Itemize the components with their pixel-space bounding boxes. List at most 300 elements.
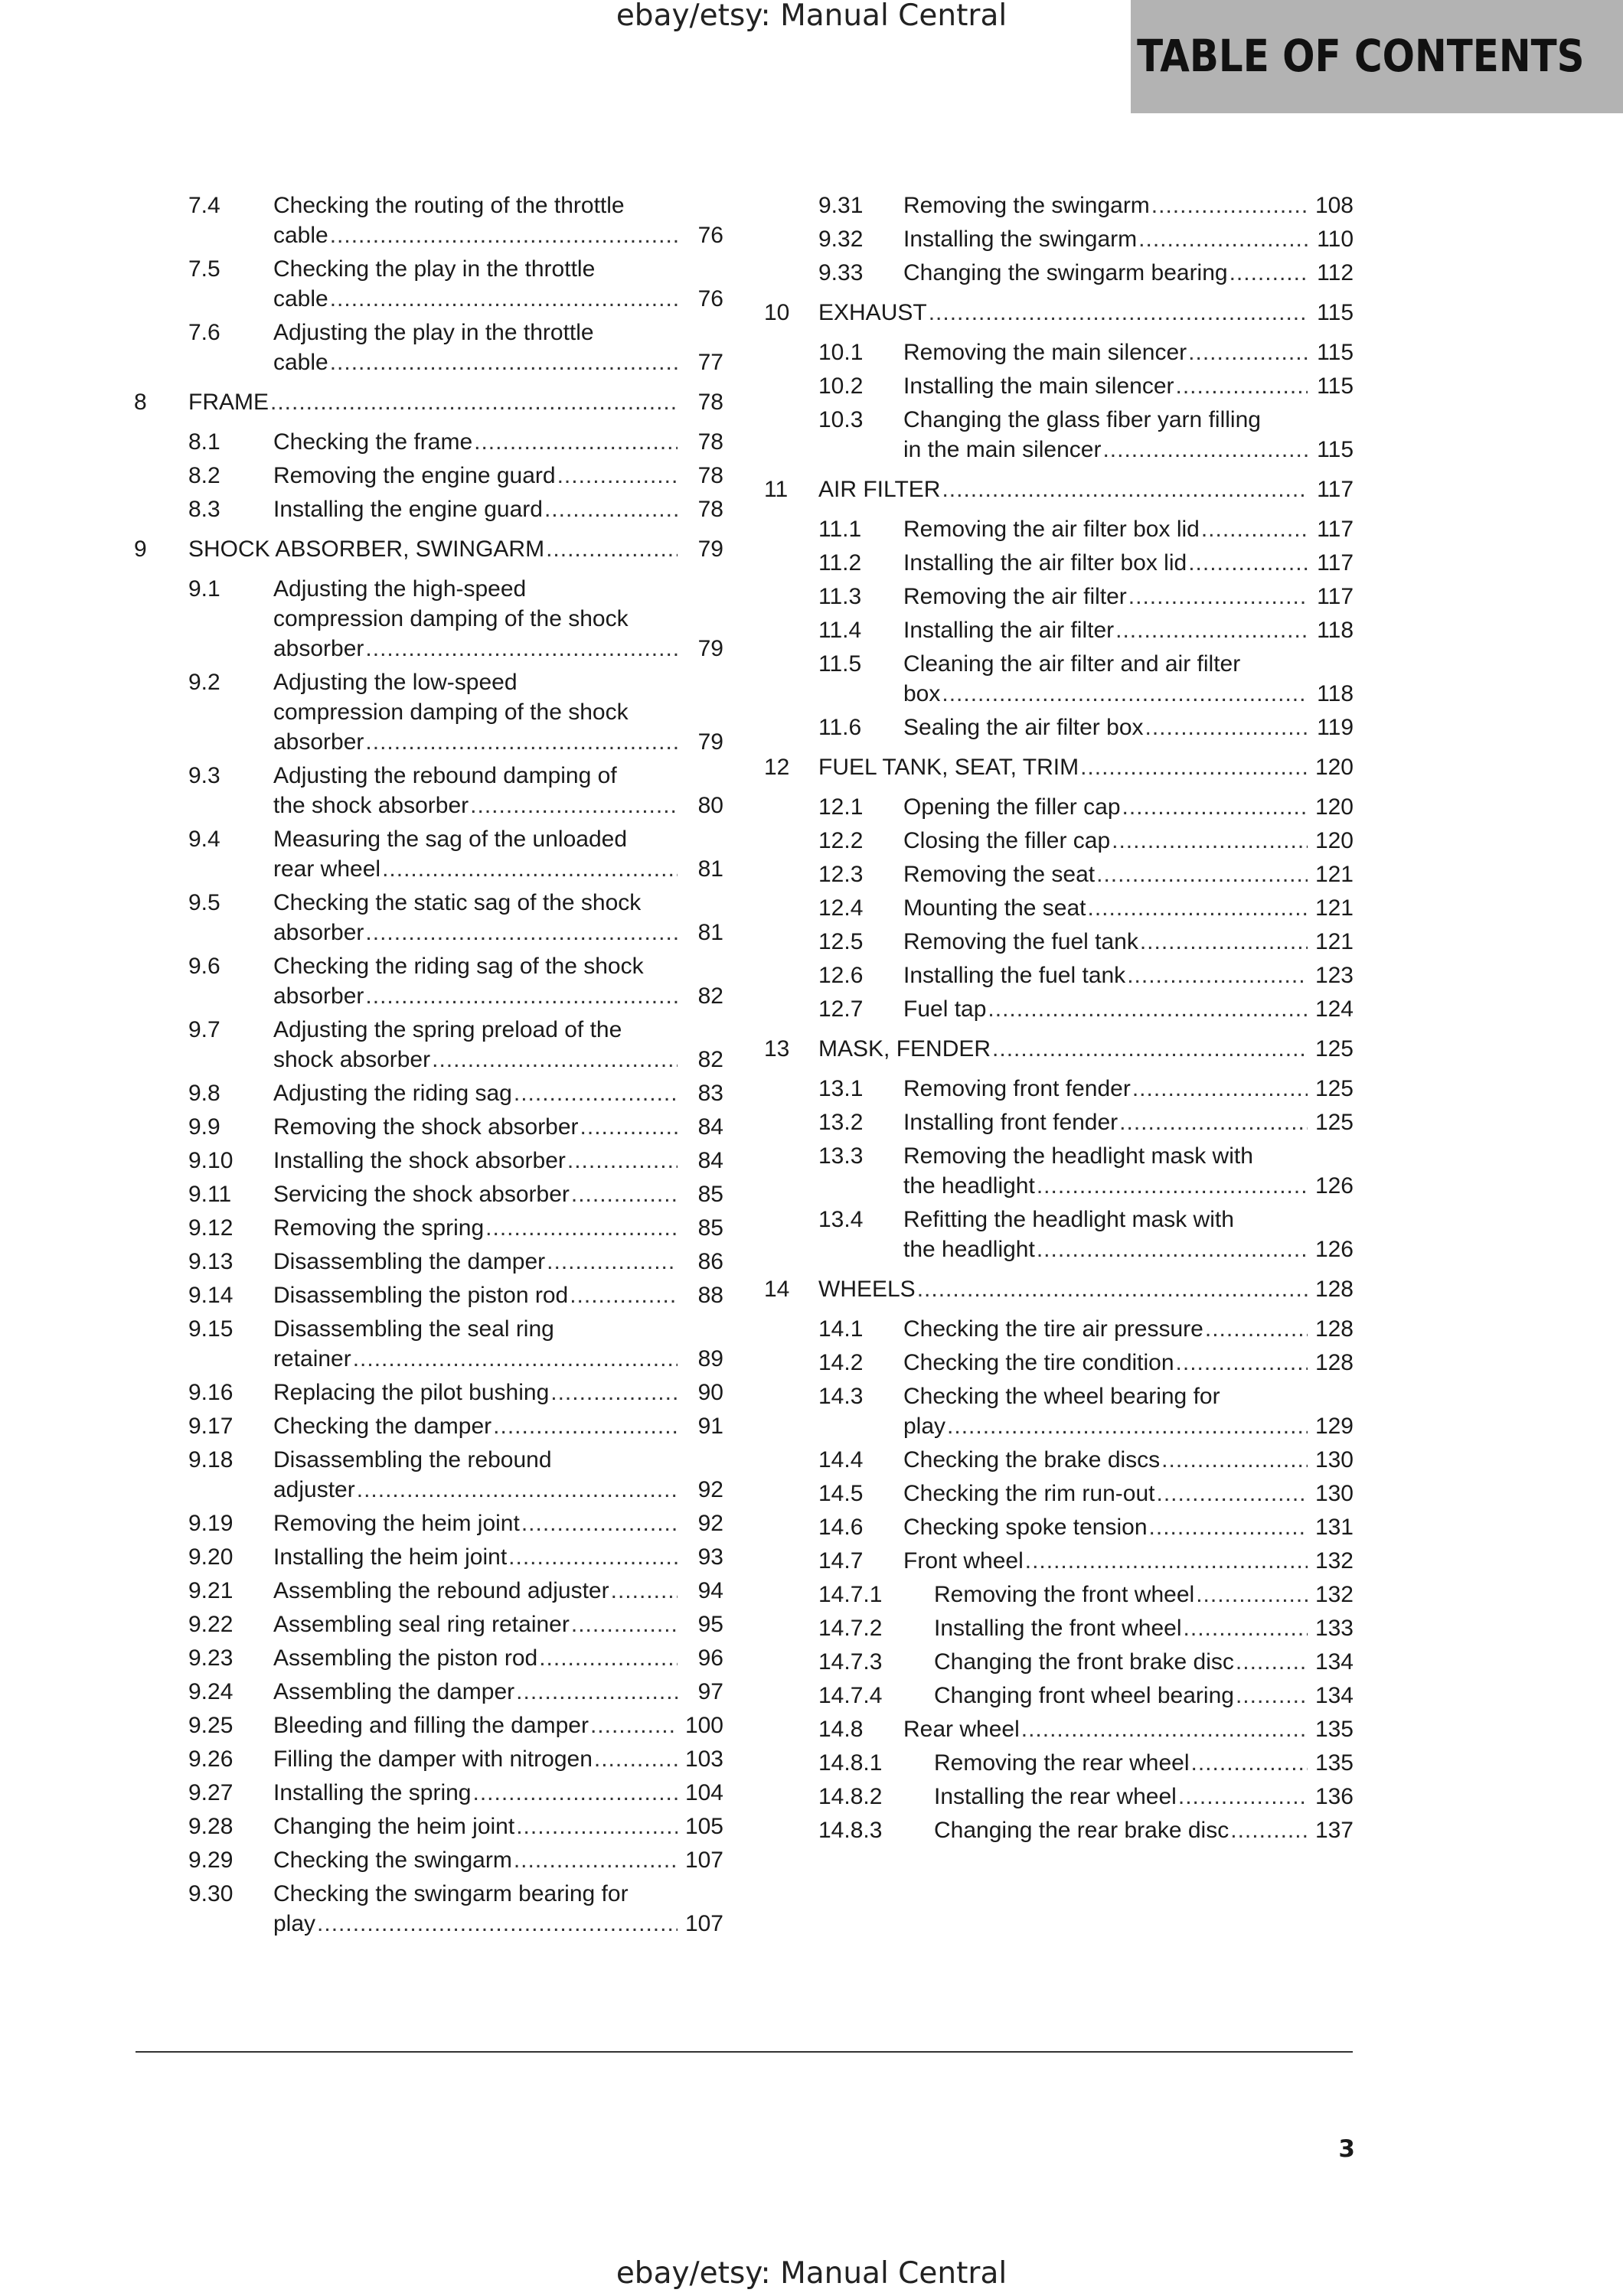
toc-entry[interactable] [188, 1609, 723, 1639]
toc-page-number[interactable]: 117 [1317, 550, 1354, 576]
toc-page-number[interactable]: 78 [697, 390, 723, 415]
toc-entry-body [903, 1512, 1354, 1542]
toc-entry[interactable] [818, 1580, 1354, 1609]
toc-entry[interactable] [188, 1179, 723, 1209]
toc-entry-title: Removing the seat [903, 862, 1096, 887]
toc-entry-body [934, 1647, 1354, 1677]
watermark-bottom: ebay/etsy: Manual Central [616, 2256, 1007, 2291]
dot-leader [1128, 582, 1308, 612]
toc-entry-number: 14.8.3 [818, 1818, 883, 1843]
toc-page-number[interactable]: 91 [697, 1414, 723, 1439]
toc-entry-title-line [903, 1234, 1354, 1264]
toc-page-number[interactable]: 92 [697, 1477, 723, 1502]
toc-page-number[interactable]: 134 [1314, 1649, 1354, 1675]
toc-entry[interactable] [818, 649, 1354, 709]
toc-page-number[interactable]: 120 [1314, 828, 1354, 853]
toc-entry[interactable] [188, 1576, 723, 1606]
toc-entry-body [934, 1748, 1354, 1778]
toc-entry-title: box [903, 681, 941, 706]
toc-page-number[interactable]: 105 [684, 1814, 723, 1839]
toc-page-number[interactable]: 136 [1314, 1784, 1354, 1809]
toc-entry[interactable] [818, 1074, 1354, 1104]
dot-leader [929, 298, 1308, 328]
toc-entry[interactable] [818, 1512, 1354, 1542]
toc-page-number[interactable]: 135 [1314, 1750, 1354, 1776]
toc-entry-body [273, 1213, 723, 1243]
toc-entry[interactable] [818, 405, 1354, 465]
toc-entry-title: Front wheel [903, 1548, 1024, 1574]
toc-entry-number: 9.23 [188, 1645, 233, 1671]
toc-entry-title-line [903, 994, 1354, 1024]
toc-entry-title: Checking the tire condition [903, 1350, 1174, 1375]
toc-entry[interactable] [188, 1411, 723, 1441]
toc-entry[interactable] [818, 1445, 1354, 1475]
toc-page-number[interactable]: 100 [684, 1713, 723, 1738]
toc-entry-title: Assembling seal ring retainer [273, 1612, 570, 1637]
toc-page-number[interactable]: 121 [1314, 862, 1354, 887]
toc-entry[interactable] [818, 1714, 1354, 1744]
toc-entry-body [273, 427, 723, 457]
dot-leader [317, 1909, 678, 1939]
toc-page-number[interactable]: 89 [697, 1346, 723, 1371]
toc-entry[interactable] [188, 667, 723, 757]
toc-page-number[interactable]: 96 [697, 1645, 723, 1671]
toc-entry[interactable] [188, 1778, 723, 1808]
toc-page-number[interactable]: 130 [1314, 1447, 1354, 1473]
dot-leader [1178, 1782, 1308, 1812]
toc-entry-title-line [273, 1677, 723, 1707]
toc-entry[interactable] [818, 1479, 1354, 1508]
toc-page-number[interactable]: 132 [1314, 1582, 1354, 1607]
dot-leader [516, 1677, 678, 1707]
section-header-box [1131, 0, 1623, 113]
toc-entry-body [903, 792, 1354, 822]
toc-page-number[interactable]: 85 [697, 1215, 723, 1241]
toc-entry[interactable] [818, 859, 1354, 889]
dot-leader [1151, 191, 1308, 220]
toc-page-number[interactable]: 110 [1317, 227, 1354, 252]
toc-page-number[interactable]: 95 [697, 1612, 723, 1637]
toc-page-number[interactable]: 77 [697, 350, 723, 375]
toc-page-number[interactable]: 118 [1317, 618, 1354, 643]
toc-page-number[interactable]: 115 [1317, 340, 1354, 365]
toc-entry-title: MASK, FENDER [818, 1036, 991, 1062]
toc-entry-body [903, 405, 1354, 465]
toc-entry[interactable] [188, 1542, 723, 1572]
toc-entry-title-line [818, 1034, 1354, 1064]
dot-leader [514, 1078, 678, 1108]
toc-entry[interactable] [818, 1314, 1354, 1344]
toc-page-number[interactable]: 134 [1314, 1683, 1354, 1708]
toc-entry-number: 14.8 [818, 1717, 864, 1742]
toc-entry[interactable] [188, 1247, 723, 1277]
toc-chapter-entry[interactable] [134, 387, 723, 417]
toc-entry[interactable] [188, 1744, 723, 1774]
toc-entry-title: WHEELS [818, 1277, 916, 1302]
toc-entry-number: 9.4 [188, 827, 220, 852]
dot-leader [547, 1247, 678, 1277]
toc-entry-number: 9.2 [188, 670, 220, 695]
toc-entry[interactable] [818, 1681, 1354, 1711]
dot-leader [590, 1711, 678, 1740]
toc-page-number[interactable]: 90 [697, 1380, 723, 1405]
toc-entry-number: 11.2 [818, 550, 862, 576]
toc-entry-number: 8.2 [188, 463, 220, 488]
toc-page-number[interactable]: 93 [697, 1544, 723, 1570]
toc-entry-number: 10.1 [818, 340, 864, 365]
toc-page-number[interactable]: 92 [697, 1511, 723, 1536]
toc-entry-number: 9.6 [188, 954, 220, 979]
toc-entry-body [903, 514, 1354, 544]
toc-entry[interactable] [188, 1078, 723, 1108]
toc-entry-number: 8.3 [188, 497, 220, 522]
toc-entry-title-line [903, 1107, 1354, 1137]
toc-page-number[interactable]: 76 [697, 286, 723, 311]
toc-entry-number: 9.33 [818, 260, 864, 285]
toc-entry[interactable] [188, 824, 723, 884]
toc-entry-title: Removing the rear wheel [934, 1750, 1190, 1776]
toc-page-number[interactable]: 115 [1317, 373, 1354, 399]
dot-leader [514, 1845, 678, 1875]
toc-entry[interactable] [818, 514, 1354, 544]
toc-page-number[interactable]: 79 [697, 729, 723, 755]
toc-page-number[interactable]: 81 [697, 920, 723, 945]
toc-entry[interactable] [818, 1107, 1354, 1137]
toc-entry-title: Assembling the rebound adjuster [273, 1578, 609, 1603]
toc-entry-title-line: Adjusting the high-speed [273, 576, 527, 602]
toc-entry-body [903, 371, 1354, 401]
toc-entry[interactable] [188, 1015, 723, 1075]
toc-entry-body [903, 1546, 1354, 1576]
toc-page-number[interactable]: 86 [697, 1249, 723, 1274]
toc-entry[interactable] [818, 1348, 1354, 1378]
toc-entry[interactable] [818, 893, 1354, 923]
toc-page-number[interactable]: 132 [1314, 1548, 1354, 1574]
toc-page-number[interactable]: 125 [1314, 1036, 1354, 1062]
toc-entry-title: Replacing the pilot bushing [273, 1380, 550, 1405]
toc-chapter-entry[interactable] [134, 534, 723, 564]
toc-entry-title-line [273, 1411, 723, 1441]
toc-entry-title-line [903, 435, 1354, 465]
toc-entry[interactable] [818, 792, 1354, 822]
toc-entry[interactable] [188, 1711, 723, 1740]
toc-page-number[interactable]: 112 [1317, 260, 1354, 285]
toc-page-number[interactable]: 128 [1314, 1350, 1354, 1375]
toc-page-number[interactable]: 104 [684, 1780, 723, 1805]
toc-entry-title-line [273, 284, 723, 314]
toc-entry-body [273, 1445, 723, 1505]
toc-entry[interactable] [818, 258, 1354, 288]
toc-entry-title-line [903, 713, 1354, 742]
toc-entry[interactable] [188, 1508, 723, 1538]
toc-entry-body [273, 1542, 723, 1572]
toc-entry-number: 14.6 [818, 1515, 864, 1540]
toc-entry[interactable] [188, 1146, 723, 1176]
toc-entry-number: 9.8 [188, 1081, 220, 1106]
toc-entry-number: 13.2 [818, 1110, 864, 1135]
toc-entry-number: 11 [764, 477, 789, 502]
toc-entry[interactable] [188, 1812, 723, 1841]
dot-leader [1236, 1681, 1308, 1711]
toc-page-number[interactable]: 108 [1314, 193, 1354, 218]
toc-page-number[interactable]: 103 [684, 1746, 723, 1772]
toc-entry-number: 9.30 [188, 1881, 233, 1906]
dot-leader [382, 854, 678, 884]
toc-page-number[interactable]: 81 [697, 856, 723, 882]
toc-entry-number: 9.9 [188, 1114, 220, 1140]
toc-entry[interactable] [188, 1213, 723, 1243]
toc-page-number[interactable]: 78 [697, 429, 723, 455]
toc-entry[interactable] [818, 191, 1354, 220]
dot-leader [567, 1146, 678, 1176]
toc-page-number[interactable]: 85 [697, 1182, 723, 1207]
toc-entry-title-line: Measuring the sag of the unloaded [273, 827, 627, 852]
dot-leader [1145, 713, 1308, 742]
toc-entry-title-line [903, 859, 1354, 889]
toc-entry[interactable] [818, 1546, 1354, 1576]
dot-leader [1149, 1512, 1308, 1542]
toc-entry[interactable] [818, 1141, 1354, 1201]
toc-entry-body [903, 1445, 1354, 1475]
toc-chapter-entry[interactable] [764, 1274, 1354, 1304]
toc-entry[interactable] [188, 1677, 723, 1707]
dot-leader [521, 1508, 678, 1538]
toc-entry-title: Closing the filler cap [903, 828, 1111, 853]
toc-entry-number: 7.6 [188, 320, 220, 345]
toc-entry[interactable] [818, 338, 1354, 367]
toc-page-number[interactable]: 76 [697, 223, 723, 248]
toc-entry-number: 10 [764, 300, 790, 325]
toc-entry-title-line [903, 615, 1354, 645]
toc-page-number[interactable]: 79 [697, 536, 723, 562]
toc-entry-title-line [903, 826, 1354, 856]
toc-entry-number: 12.1 [818, 794, 864, 820]
dot-leader [988, 994, 1308, 1024]
toc-entry-body [818, 752, 1354, 782]
toc-entry-body [903, 1714, 1354, 1744]
toc-page-number[interactable]: 126 [1314, 1173, 1354, 1199]
toc-entry[interactable] [818, 548, 1354, 578]
toc-entry[interactable] [818, 1748, 1354, 1778]
toc-entry[interactable] [188, 1314, 723, 1374]
toc-page-number[interactable]: 107 [684, 1848, 723, 1873]
toc-page-number[interactable]: 124 [1314, 996, 1354, 1022]
toc-entry[interactable] [818, 1782, 1354, 1812]
toc-entry[interactable] [818, 615, 1354, 645]
toc-page-number[interactable]: 107 [684, 1911, 723, 1936]
toc-entry[interactable] [818, 371, 1354, 401]
toc-entry-number: 12.5 [818, 929, 864, 954]
toc-entry[interactable] [188, 1845, 723, 1875]
toc-entry[interactable] [188, 574, 723, 664]
toc-page-number[interactable]: 128 [1314, 1316, 1354, 1342]
toc-entry[interactable] [188, 1378, 723, 1407]
dot-leader [1112, 826, 1308, 856]
toc-entry[interactable] [818, 582, 1354, 612]
toc-page-number[interactable]: 83 [697, 1081, 723, 1106]
toc-entry-title-line [818, 298, 1354, 328]
toc-chapter-entry[interactable] [764, 752, 1354, 782]
toc-entry[interactable] [188, 427, 723, 457]
toc-entry-title: Installing the engine guard [273, 497, 543, 522]
toc-entry[interactable] [188, 461, 723, 491]
toc-entry[interactable] [818, 1205, 1354, 1264]
toc-page-number[interactable]: 84 [697, 1148, 723, 1173]
toc-entry-body [273, 1015, 723, 1075]
toc-page-number[interactable]: 80 [697, 793, 723, 818]
toc-entry-title: the shock absorber [273, 793, 469, 818]
toc-entry-body [273, 1280, 723, 1310]
dot-leader [580, 1112, 678, 1142]
toc-entry[interactable] [188, 951, 723, 1011]
dot-leader [1188, 548, 1308, 578]
dot-leader [1096, 859, 1308, 889]
toc-entry-number: 7.4 [188, 193, 220, 218]
toc-entry[interactable] [818, 994, 1354, 1024]
toc-page-number[interactable]: 118 [1317, 681, 1354, 706]
toc-entry-number: 9.21 [188, 1578, 233, 1603]
toc-entry[interactable] [818, 713, 1354, 742]
toc-page-number[interactable]: 117 [1317, 477, 1354, 502]
toc-page-number[interactable]: 121 [1314, 895, 1354, 921]
toc-entry-title: Disassembling the damper [273, 1249, 546, 1274]
toc-entry-body [934, 1613, 1354, 1643]
toc-entry[interactable] [188, 1643, 723, 1673]
toc-entry-title-line [934, 1580, 1354, 1609]
toc-chapter-entry[interactable] [764, 1034, 1354, 1064]
toc-page-number[interactable]: 133 [1314, 1616, 1354, 1641]
toc-entry[interactable] [188, 318, 723, 377]
toc-entry-title-line [273, 1112, 723, 1142]
toc-page-number[interactable]: 125 [1314, 1110, 1354, 1135]
toc-page-number[interactable]: 97 [697, 1679, 723, 1704]
toc-entry-title: Rear wheel [903, 1717, 1020, 1742]
toc-entry-title: AIR FILTER [818, 477, 941, 502]
toc-entry-number: 11.3 [818, 584, 862, 609]
toc-page-number[interactable]: 129 [1314, 1414, 1354, 1439]
dot-leader [365, 727, 678, 757]
toc-page-number[interactable]: 120 [1314, 755, 1354, 780]
toc-page-number[interactable]: 131 [1314, 1515, 1354, 1540]
toc-entry[interactable] [818, 960, 1354, 990]
dot-leader [485, 1213, 678, 1243]
toc-entry[interactable] [818, 1381, 1354, 1441]
toc-entry-title-line [273, 1508, 723, 1538]
toc-page-number[interactable]: 94 [697, 1578, 723, 1603]
toc-page-number[interactable]: 117 [1317, 517, 1354, 542]
toc-entry[interactable] [818, 826, 1354, 856]
toc-page-number[interactable]: 78 [697, 497, 723, 522]
toc-entry-number: 9.14 [188, 1283, 233, 1308]
toc-entry-number: 7.5 [188, 256, 220, 282]
toc-entry-number: 9.3 [188, 763, 220, 788]
toc-page-number[interactable]: 78 [697, 463, 723, 488]
toc-entry-title-line [273, 1045, 723, 1075]
toc-entry-title-line [903, 1411, 1354, 1441]
toc-entry-body [903, 859, 1354, 889]
toc-entry-body [273, 1845, 723, 1875]
toc-page-number[interactable]: 128 [1314, 1277, 1354, 1302]
toc-entry-body [903, 582, 1354, 612]
toc-entry[interactable] [818, 927, 1354, 957]
dot-leader [1156, 1479, 1308, 1508]
toc-entry-title-line [903, 514, 1354, 544]
toc-entry-title: Installing the fuel tank [903, 963, 1126, 988]
toc-entry[interactable] [188, 761, 723, 820]
toc-chapter-entry[interactable] [764, 298, 1354, 328]
toc-entry-number: 14.5 [818, 1481, 864, 1506]
toc-entry[interactable] [818, 224, 1354, 254]
toc-entry[interactable] [188, 1879, 723, 1939]
toc-entry[interactable] [818, 1647, 1354, 1677]
toc-entry-number: 9.26 [188, 1746, 233, 1772]
toc-entry-title: the headlight [903, 1173, 1035, 1199]
toc-page-number[interactable]: 126 [1314, 1237, 1354, 1262]
toc-entry-number: 14.7.1 [818, 1582, 883, 1607]
toc-entry[interactable] [188, 254, 723, 314]
toc-page-number[interactable]: 82 [697, 1047, 723, 1072]
toc-page-number[interactable]: 88 [697, 1283, 723, 1308]
toc-entry-title: Assembling the piston rod [273, 1645, 538, 1671]
toc-entry-title-line [903, 1171, 1354, 1201]
toc-entry-body [903, 224, 1354, 254]
toc-entry-title-line [273, 347, 723, 377]
toc-page-number[interactable]: 119 [1317, 715, 1354, 740]
toc-page-number[interactable]: 121 [1314, 929, 1354, 954]
dot-leader [1184, 1613, 1308, 1643]
toc-entry-number: 9.18 [188, 1447, 233, 1473]
toc-entry-title-line [273, 427, 723, 457]
toc-page-number[interactable]: 115 [1317, 300, 1354, 325]
toc-entry-title-line: Checking the routing of the throttle [273, 193, 625, 218]
toc-entry-title-line [273, 494, 723, 524]
toc-entry[interactable] [818, 1613, 1354, 1643]
dot-leader [1188, 338, 1308, 367]
toc-page-number[interactable]: 120 [1314, 794, 1354, 820]
toc-page-number[interactable]: 135 [1314, 1717, 1354, 1742]
toc-page-number[interactable]: 115 [1317, 437, 1354, 462]
toc-page-number[interactable]: 123 [1314, 963, 1354, 988]
toc-page-number[interactable]: 117 [1317, 584, 1354, 609]
toc-entry[interactable] [188, 1445, 723, 1505]
toc-entry-title-line [934, 1647, 1354, 1677]
toc-chapter-entry[interactable] [764, 475, 1354, 504]
toc-page-number[interactable]: 79 [697, 636, 723, 661]
toc-entry[interactable] [188, 1112, 723, 1142]
toc-page-number[interactable]: 82 [697, 983, 723, 1009]
toc-page-number[interactable]: 125 [1314, 1076, 1354, 1101]
toc-entry-title: Installing the front wheel [934, 1616, 1182, 1641]
toc-page-number[interactable]: 137 [1314, 1818, 1354, 1843]
toc-entry-number: 12.2 [818, 828, 864, 853]
toc-entry[interactable] [188, 494, 723, 524]
toc-entry[interactable] [818, 1815, 1354, 1845]
toc-page-number[interactable]: 84 [697, 1114, 723, 1140]
toc-page-number[interactable]: 130 [1314, 1481, 1354, 1506]
toc-entry-body [273, 667, 723, 757]
toc-entry-body [903, 994, 1354, 1024]
toc-entry-body [273, 1078, 723, 1108]
toc-entry[interactable] [188, 191, 723, 250]
toc-entry-number: 14.7 [818, 1548, 864, 1574]
toc-entry-body [273, 1778, 723, 1808]
toc-entry-number: 14.7.2 [818, 1616, 883, 1641]
toc-entry-body [273, 1378, 723, 1407]
toc-entry-title-line [903, 1314, 1354, 1344]
toc-entry[interactable] [188, 1280, 723, 1310]
toc-entry[interactable] [188, 888, 723, 947]
toc-column-left [134, 187, 723, 1939]
